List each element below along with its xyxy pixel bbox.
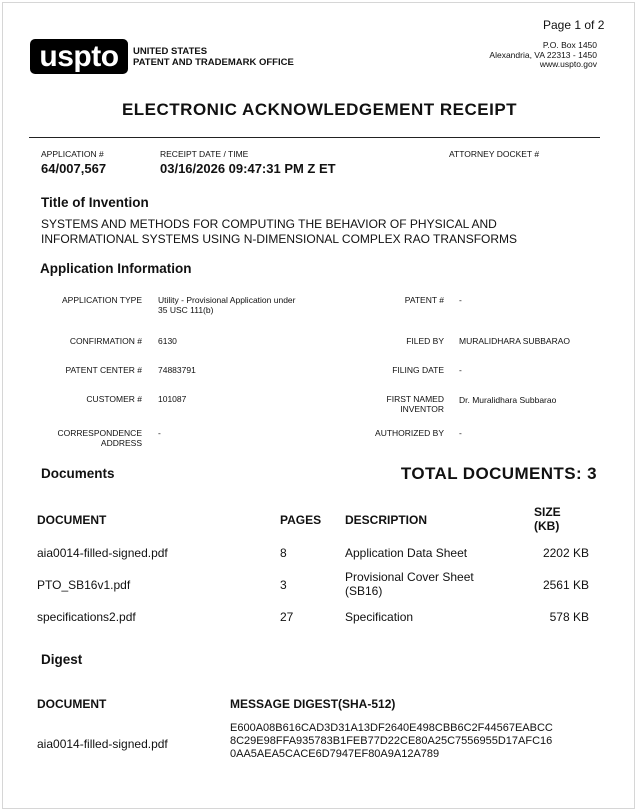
doc-col-size-line1: SIZE — [534, 505, 561, 519]
customer-number-value: 101087 — [158, 394, 187, 404]
correspondence-address-value: - — [158, 428, 161, 438]
doc-row-3-file: specifications2.pdf — [37, 610, 136, 624]
application-type-line2: 35 USC 111(b) — [158, 305, 214, 315]
mailing-address — [489, 41, 597, 70]
receipt-page — [2, 2, 635, 809]
doc-row-1-size: 2202 KB — [542, 546, 589, 560]
receipt-date-time: 03/16/2026 09:47:31 PM Z ET — [160, 161, 336, 176]
doc-row-2-description — [345, 570, 474, 598]
agency-name-line1: UNITED STATES — [133, 46, 208, 57]
application-type-line1: Utility - Provisional Application under — [158, 295, 296, 305]
doc-row-3-size: 578 KB — [549, 610, 589, 624]
address-line2: Alexandria, VA 22313 - 1450 — [489, 49, 597, 60]
title-divider — [29, 137, 600, 138]
confirmation-label: CONFIRMATION # — [69, 336, 142, 346]
doc-row-2-description-line2: (SB16) — [345, 584, 383, 598]
page-number: Page 1 of 2 — [543, 18, 605, 32]
patent-number-label: PATENT # — [404, 295, 444, 305]
digest-line1: E600A08B616CAD3D31A13DF2640E498CBB6C2F44567EABCC — [230, 722, 553, 734]
document-title: ELECTRONIC ACKNOWLEDGEMENT RECEIPT — [121, 100, 518, 119]
patent-center-label: PATENT CENTER # — [65, 365, 142, 375]
doc-row-1-description: Application Data Sheet — [345, 546, 468, 560]
doc-col-document: DOCUMENT — [37, 513, 107, 527]
application-number: 64/007,567 — [41, 161, 107, 176]
first-inventor-label — [387, 394, 444, 414]
application-type-label: APPLICATION TYPE — [62, 295, 142, 305]
doc-col-size — [534, 505, 561, 533]
digest-value — [230, 722, 600, 761]
invention-title-line2: INFORMATIONAL SYSTEMS USING N-DIMENSIONAL COMPLEX RAO TRANSFORMS — [41, 232, 518, 246]
digest-heading: Digest — [41, 652, 83, 667]
attorney-docket-label: ATTORNEY DOCKET # — [449, 149, 540, 159]
filed-by-label: FILED BY — [406, 336, 444, 346]
filed-by-value: MURALIDHARA SUBBARAO — [459, 336, 570, 346]
invention-title-line1: SYSTEMS AND METHODS FOR COMPUTING THE BEHAVIOR OF PHYSICAL AND — [41, 217, 497, 231]
authorized-by-label: AUTHORIZED BY — [375, 428, 444, 438]
authorized-by-value: - — [459, 428, 462, 438]
filing-date-value: - — [459, 365, 462, 375]
invention-heading: Title of Invention — [41, 195, 149, 210]
uspto-logo: uspto — [30, 39, 128, 74]
digest-col-message: MESSAGE DIGEST(SHA-512) — [230, 697, 396, 711]
doc-col-pages: PAGES — [280, 513, 322, 527]
application-type-value — [158, 295, 295, 315]
customer-number-label: CUSTOMER # — [86, 394, 142, 404]
confirmation-value: 6130 — [158, 336, 177, 346]
address-line1: P.O. Box 1450 — [542, 40, 597, 50]
doc-row-3-pages: 27 — [280, 610, 294, 624]
digest-col-document: DOCUMENT — [37, 697, 107, 711]
agency-name — [133, 46, 294, 68]
digest-row-file: aia0014-filled-signed.pdf — [37, 737, 168, 751]
doc-row-2-file: PTO_SB16v1.pdf — [37, 578, 131, 592]
doc-row-3-description: Specification — [345, 610, 414, 624]
correspondence-label-line1: CORRESPONDENCE — [57, 428, 142, 438]
digest-line3: 0AA5AEA5CACE6D7947EF80A9A12A789 — [230, 748, 440, 760]
patent-number-value: - — [459, 295, 462, 305]
first-inventor-label-line2: INVENTOR — [400, 404, 444, 414]
correspondence-address-label — [57, 428, 142, 448]
doc-col-description: DESCRIPTION — [345, 513, 428, 527]
documents-heading: Documents — [41, 466, 115, 481]
total-documents: TOTAL DOCUMENTS: 3 — [400, 464, 597, 483]
digest-line2: 8C29E98FFA935783B1FEB77D22CE80A25C7556955D17AFC16 — [230, 735, 553, 747]
doc-row-2-pages: 3 — [280, 578, 287, 592]
receipt-date-label: RECEIPT DATE / TIME — [160, 149, 249, 159]
filing-date-label: FILING DATE — [392, 365, 444, 375]
correspondence-label-line2: ADDRESS — [100, 438, 142, 448]
doc-row-2-description-line1: Provisional Cover Sheet — [345, 570, 474, 584]
first-inventor-value: Dr. Muralidhara Subbarao — [459, 395, 557, 405]
address-website: www.uspto.gov — [539, 59, 597, 69]
agency-name-line2: PATENT AND TRADEMARK OFFICE — [133, 57, 294, 68]
application-number-label: APPLICATION # — [41, 149, 104, 159]
doc-row-1-file: aia0014-filled-signed.pdf — [37, 546, 168, 560]
doc-row-1-pages: 8 — [280, 546, 287, 560]
doc-row-2-size: 2561 KB — [542, 578, 589, 592]
doc-col-size-line2: (KB) — [534, 519, 560, 533]
patent-center-value: 74883791 — [158, 365, 196, 375]
first-inventor-label-line1: FIRST NAMED — [386, 394, 444, 404]
application-info-heading: Application Information — [40, 261, 192, 276]
